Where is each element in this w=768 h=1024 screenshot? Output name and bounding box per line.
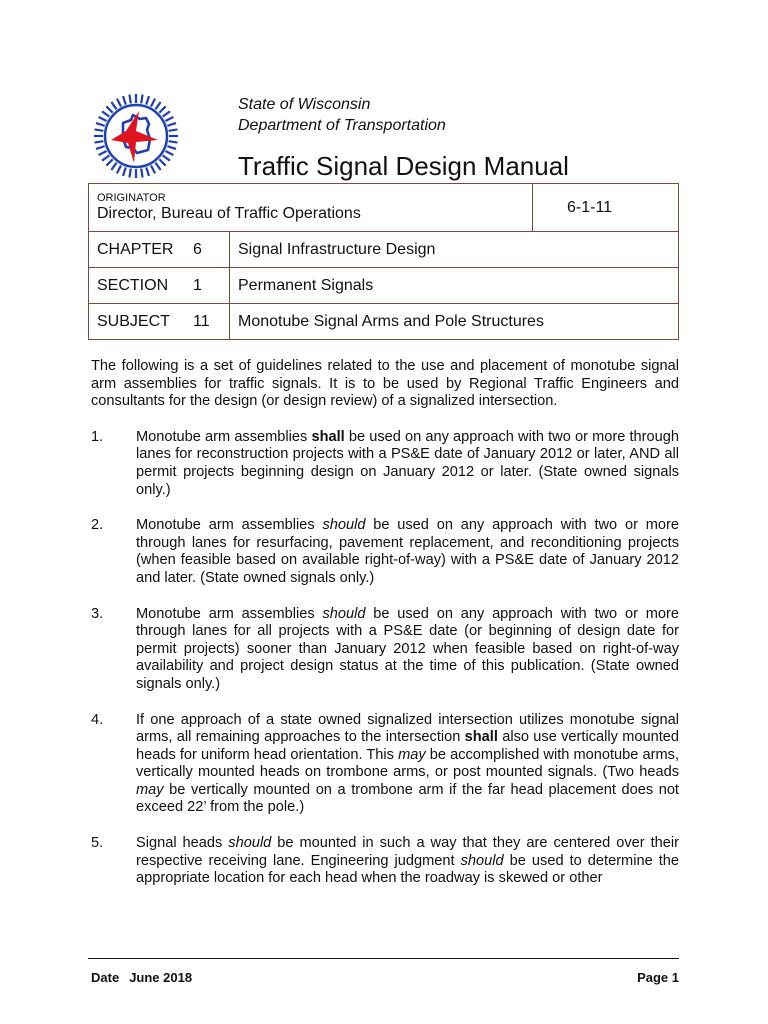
guideline-text [136, 429, 679, 499]
text-run: Signal heads [136, 835, 229, 852]
guideline-item [91, 429, 679, 499]
guideline-number: 1. [91, 428, 104, 445]
guideline-text [136, 606, 679, 694]
guideline-number: 5. [91, 835, 104, 852]
emphasis-text: may [398, 746, 426, 763]
emphasis-text: shall [464, 729, 498, 746]
guideline-number: 4. [91, 711, 104, 728]
subject-number: 11 [193, 312, 210, 330]
agency-state: State of Wisconsin [238, 96, 371, 113]
originator-row [89, 184, 679, 232]
footer-date-label: Date [91, 970, 120, 985]
chapter-label: CHAPTER [97, 240, 174, 258]
text-run: Monotube arm assemblies [136, 517, 323, 534]
guideline-item [91, 517, 679, 587]
page-title: Traffic Signal Design Manual [238, 151, 569, 181]
emphasis-text: should [322, 517, 366, 534]
chapter-number: 6 [193, 240, 202, 258]
text-run: be mounted in such a way that they are centered over their respective receiving lane. Engineering judgment [136, 835, 679, 869]
subject-value: Monotube Signal Arms and Pole Structures [230, 304, 679, 340]
subject-label: SUBJECT [97, 312, 170, 330]
text-run: also use vertically mounted heads for uniform head orientation. This [136, 729, 679, 763]
emphasis-text: should [322, 605, 366, 622]
originator-label: ORIGINATOR [97, 192, 166, 204]
text-run: If one approach of a state owned signalized intersection utilizes monotube signal arms, all remaining approaches to the intersection [136, 711, 679, 746]
chapter-value: Signal Infrastructure Design [230, 232, 679, 268]
originator-name: Director, Bureau of Traffic Operations [97, 205, 361, 222]
section-label-cell [89, 268, 230, 304]
document-header-table [88, 183, 679, 340]
emphasis-text: may [136, 781, 164, 798]
footer-date-value: June 2018 [129, 970, 193, 985]
intro-paragraph: The following is a set of guidelines related to the use and placement of monotube signal arm assemblies for traffic signals. It is to be used by Regional Traffic Engineers and consultants for the design (or design review) of a signalized intersection. [91, 358, 679, 410]
document-body [91, 358, 679, 906]
subject-row [89, 304, 679, 340]
guideline-list [91, 429, 679, 888]
agency-department: Department of Transportation [238, 117, 446, 134]
text-run: be accomplished with monotube arms, vertically mounted heads on trombone arms, or post mounted signals. (Two heads [136, 746, 679, 781]
emphasis-text: should [460, 852, 504, 869]
footer-divider [88, 958, 679, 959]
guideline-text [136, 835, 679, 888]
footer-date [91, 970, 192, 985]
guideline-item [91, 606, 679, 694]
text-run: be used on any approach with two or more through lanes for reconstruction projects with a PS&E date of January 2012 or later, AND all permit projects beginning design on January 2012 or later. (State owned signals only.) [136, 428, 679, 498]
guideline-item [91, 712, 679, 818]
section-number: 1 [193, 276, 202, 294]
guideline-text [136, 517, 679, 587]
chapter-label-cell [89, 232, 230, 268]
guideline-text [136, 712, 679, 818]
subject-label-cell [89, 304, 230, 340]
guideline-number: 2. [91, 517, 104, 534]
text-run: be used on any approach with two or more through lanes for all projects with a PS&E date (or beginning of design date for permit projects) sooner than January 2012 when feasible based on right-of-way availability and project design status at the time of this publication. (State owned signals only.) [136, 605, 679, 692]
footer-page-number: Page 1 [637, 970, 679, 985]
originator-cell [89, 184, 533, 232]
emphasis-text: should [228, 835, 272, 852]
chapter-row [89, 232, 679, 268]
guideline-number: 3. [91, 605, 104, 622]
text-run: be vertically mounted on a trombone arm if the far head placement does not exceed 22’ from the pole.) [136, 781, 679, 816]
section-label: SECTION [97, 276, 169, 294]
guideline-item [91, 835, 679, 888]
page-footer [91, 970, 679, 985]
text-run: be used on any approach with two or more through lanes for resurfacing, pavement replacement, and reconditioning projects (when feasible based on available right-of-way) with a PS&E date of January 2012 and later. (State owned signals only.) [136, 517, 679, 586]
emphasis-text: shall [311, 428, 345, 445]
wisdot-logo-icon [93, 93, 179, 179]
document-code: 6-1-11 [533, 184, 679, 232]
text-run: be used to determine the appropriate location for each head when the roadway is skewed or other [136, 852, 679, 887]
agency-name [238, 94, 446, 136]
text-run: Monotube arm assemblies [136, 428, 312, 445]
section-row [89, 268, 679, 304]
text-run: Monotube arm assemblies [136, 605, 323, 622]
section-value: Permanent Signals [230, 268, 679, 304]
